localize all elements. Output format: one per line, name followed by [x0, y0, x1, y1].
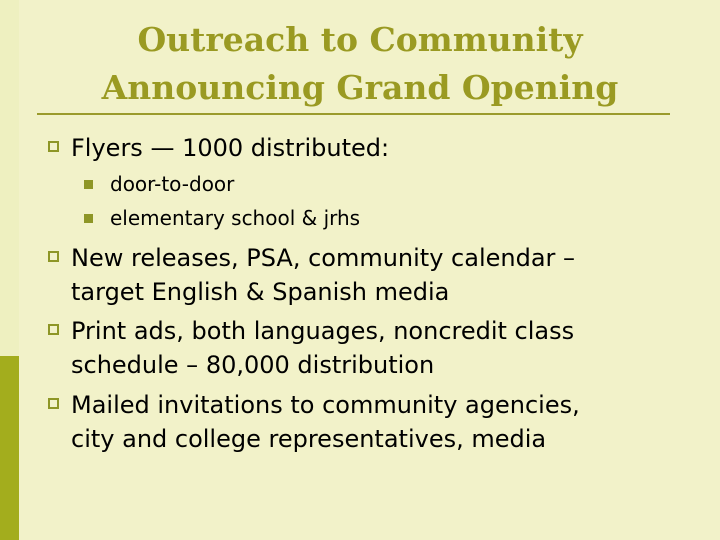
bullet-text-line2: city and college representatives, media — [71, 425, 547, 453]
title-divider — [37, 113, 670, 115]
slide-title — [30, 16, 690, 112]
side-accent-bar-bottom — [0, 356, 19, 540]
hollow-square-bullet-icon — [48, 324, 59, 335]
bullet-text-line2: schedule – 80,000 distribution — [71, 351, 435, 379]
hollow-square-bullet-icon — [48, 251, 59, 262]
filled-square-bullet-icon — [84, 180, 93, 189]
title-line-1: Outreach to Community — [137, 20, 583, 59]
filled-square-bullet-icon — [84, 214, 93, 223]
bullet-text-line1: Print ads, both languages, noncredit class — [71, 317, 575, 345]
bullet-text-line1: Mailed invitations to community agencies, — [71, 391, 580, 419]
bullet-text: Flyers — 1000 distributed: — [71, 134, 390, 162]
hollow-square-bullet-icon — [48, 398, 59, 409]
bullet-text-line1: New releases, PSA, community calendar – — [71, 244, 576, 272]
sub-bullet-text: door-to-door — [110, 172, 235, 196]
sub-bullet-text: elementary school & jrhs — [110, 206, 361, 230]
hollow-square-bullet-icon — [48, 141, 59, 152]
side-accent-bar-top — [0, 0, 19, 356]
title-line-2: Announcing Grand Opening — [101, 68, 619, 107]
bullet-text-line2: target English & Spanish media — [71, 278, 450, 306]
